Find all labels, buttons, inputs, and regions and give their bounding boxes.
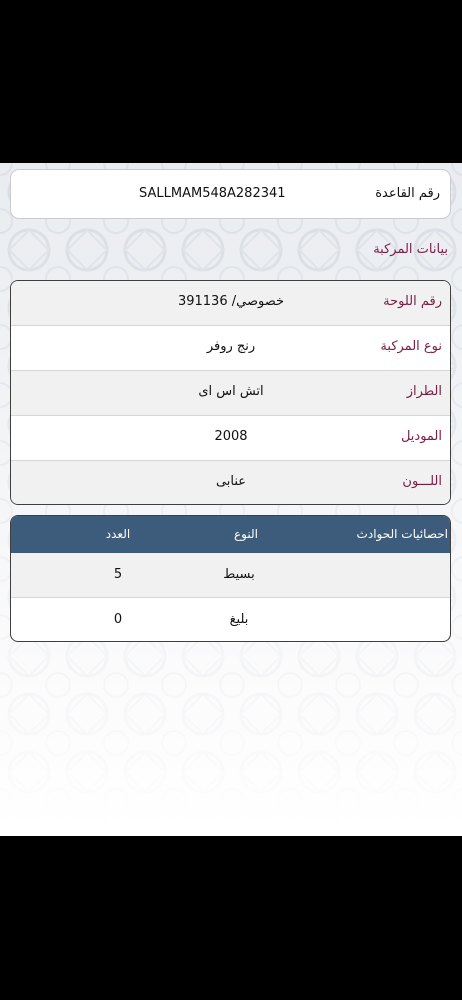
accident-stats-card [10, 515, 451, 642]
accident-stats-header [11, 516, 450, 553]
vehicle-details-card [10, 280, 451, 505]
table-row [11, 598, 450, 642]
color-label: اللـــون [402, 474, 442, 489]
trim-row [11, 371, 450, 416]
vin-value: SALLMAM548A282341 [139, 186, 286, 201]
plate-value: خصوصي/ 391136 [177, 294, 285, 309]
app-screen [0, 163, 462, 836]
accident-type-cell: بليغ [229, 612, 249, 627]
count-column-header: العدد [105, 527, 131, 541]
vin-label: رقم القاعدة [375, 186, 440, 201]
plate-row [11, 281, 450, 326]
color-value: عنابى [215, 474, 247, 489]
model-year-value: 2008 [214, 429, 248, 444]
trim-label: الطراز [406, 384, 442, 399]
accident-count-cell: 5 [113, 567, 123, 582]
trim-value: اتش اس اى [198, 384, 264, 399]
vehicle-type-value: رنج روفر [206, 339, 256, 354]
plate-label: رقم اللوحة [383, 294, 442, 309]
accident-type-cell: بسيط [223, 567, 255, 582]
accident-stats-title: احصائيات الحوادث [356, 527, 448, 541]
model-year-row [11, 416, 450, 461]
vehicle-type-label: نوع المركبة [380, 339, 442, 354]
type-column-header: النوع [234, 527, 258, 541]
vehicle-section-title: بيانات المركبة [373, 242, 448, 257]
vehicle-type-row [11, 326, 450, 371]
model-year-label: الموديل [400, 429, 442, 444]
color-row [11, 461, 450, 505]
accident-count-cell: 0 [113, 612, 123, 627]
vin-card [10, 169, 451, 219]
table-row [11, 553, 450, 598]
